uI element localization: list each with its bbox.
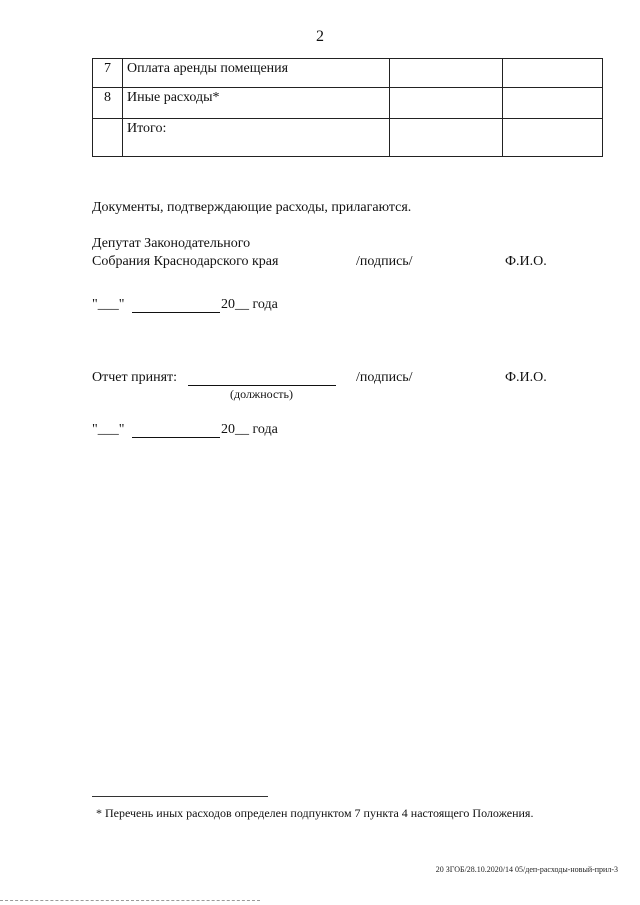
- row-cell: [390, 59, 503, 88]
- table-row: [93, 119, 603, 157]
- row-label: Иные расходы*: [123, 88, 390, 119]
- row-number: 7: [93, 59, 123, 88]
- row-number: 8: [93, 88, 123, 119]
- row-cell: [390, 88, 503, 119]
- row-cell: [503, 119, 603, 157]
- date2-year: 20__ года: [221, 422, 278, 437]
- expenses-table: [92, 58, 603, 157]
- date1-day: "___": [92, 297, 125, 312]
- row-label: Оплата аренды помещения: [123, 59, 390, 88]
- deputy-title-line1: Депутат Законодательного: [92, 236, 251, 251]
- page-number: 2: [316, 28, 324, 45]
- position-line: [188, 385, 336, 386]
- report-signature-label: /подпись/: [356, 370, 413, 385]
- footnote: * Перечень иных расходов определен подпунктом 7 пункта 4 настоящего Положения.: [96, 806, 534, 820]
- deputy-signature-label: /подпись/: [356, 254, 413, 269]
- date1-month-line: [132, 312, 220, 313]
- position-caption: (должность): [230, 387, 293, 401]
- row-cell: [503, 59, 603, 88]
- report-accepted-label: Отчет принят:: [92, 370, 178, 385]
- document-code: 20 ЗГОБ/28.10.2020/14 05/деп-расходы-новый-прил-3: [435, 865, 618, 874]
- table-row: [93, 59, 603, 88]
- date2-month-line: [132, 437, 220, 438]
- footnote-separator: [92, 796, 268, 797]
- date1-year: 20__ года: [221, 297, 278, 312]
- row-label: Итого:: [123, 119, 390, 157]
- deputy-fio-label: Ф.И.О.: [505, 254, 547, 269]
- row-cell: [503, 88, 603, 119]
- row-cell: [390, 119, 503, 157]
- date2-day: "___": [92, 422, 125, 437]
- deputy-title-line2: Собрания Краснодарского края: [92, 254, 279, 269]
- documents-note: Документы, подтверждающие расходы, прилагаются.: [92, 200, 412, 215]
- scan-edge-artifact: [0, 900, 260, 901]
- report-fio-label: Ф.И.О.: [505, 370, 547, 385]
- table-row: [93, 88, 603, 119]
- row-number: [93, 119, 123, 157]
